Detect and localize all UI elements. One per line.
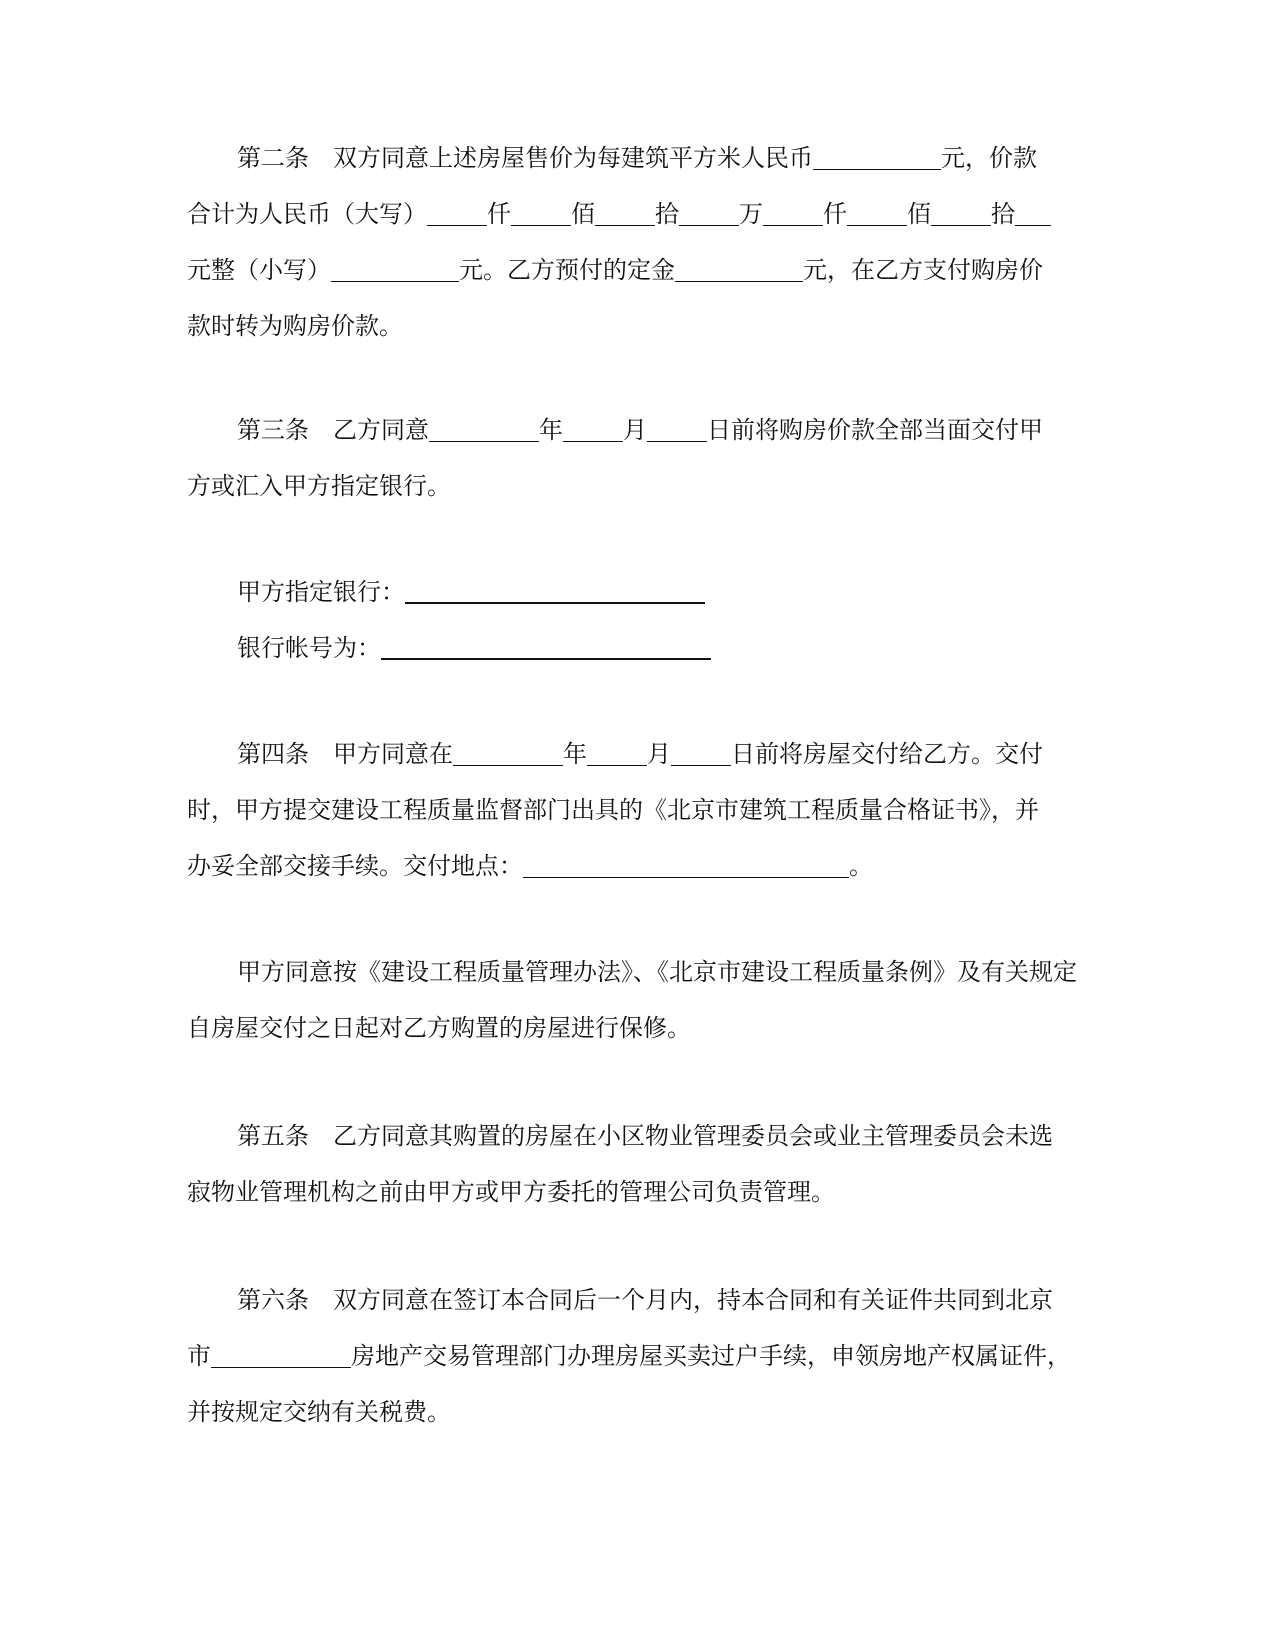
warranty-paragraph (187, 944, 1087, 1056)
article-6-line-3: 并按规定交纳有关税费。 (187, 1398, 451, 1426)
article-2-line-1: 第二条 双方同意上述房屋售价为每建筑平方米人民币 元，价款 (237, 144, 1037, 172)
article-6 (187, 1272, 1087, 1440)
article-3-line-2: 方或汇入甲方指定银行。 (187, 472, 451, 500)
article-2-line-4: 款时转为购房价款。 (187, 312, 403, 340)
total-small-blank[interactable] (331, 259, 459, 282)
article-5-label: 第五条 (237, 1122, 309, 1150)
article-4-line-3: 办妥全部交接手续。交付地点： 。 (187, 852, 873, 880)
bank-account-blank[interactable] (381, 636, 711, 660)
total-qian2-blank[interactable] (763, 203, 823, 226)
delivery-month-blank[interactable] (587, 743, 647, 766)
article-3-label: 第三条 (237, 416, 309, 444)
total-shi-blank[interactable] (595, 203, 655, 226)
article-6-line-2: 市 房地产交易管理部门办理房屋买卖过户手续，申领房地产权属证件， (187, 1342, 1071, 1370)
bank-account-line (187, 620, 1087, 676)
article-2 (187, 130, 1087, 354)
article-2-label: 第二条 (237, 144, 309, 172)
delivery-year-blank[interactable] (453, 743, 563, 766)
article-4-label: 第四条 (237, 740, 309, 768)
payment-day-blank[interactable] (647, 419, 707, 442)
article-2-line-2: 合计为人民币（大写） 仟 佰 拾 万 仟 佰 拾 (187, 186, 1087, 242)
total-shi2-blank[interactable] (931, 203, 991, 226)
delivery-location-blank[interactable] (523, 855, 849, 878)
district-blank[interactable] (211, 1345, 351, 1368)
price-per-sqm-blank[interactable] (813, 147, 941, 170)
article-4-line-1: 第四条 甲方同意在 年 月 日前将房屋交付给乙方。交付 (237, 740, 1043, 768)
warranty-line-1: 甲方同意按《建设工程质量管理办法》、《北京市建设工程质量条例》及有关规定 (237, 958, 1077, 986)
payment-year-blank[interactable] (429, 419, 539, 442)
delivery-day-blank[interactable] (671, 743, 731, 766)
warranty-line-2: 自房屋交付之日起对乙方购置的房屋进行保修。 (187, 1014, 691, 1042)
article-4-line-2: 时，甲方提交建设工程质量监督部门出具的《北京市建筑工程质量合格证书》，并 (187, 796, 1039, 824)
total-wan-blank[interactable] (679, 203, 739, 226)
total-bai2-blank[interactable] (847, 203, 907, 226)
article-3 (187, 402, 1087, 514)
article-4 (187, 726, 1087, 894)
total-qian-blank[interactable] (427, 203, 487, 226)
bank-name-blank[interactable] (405, 580, 705, 604)
bank-info (187, 564, 1087, 676)
article-5 (187, 1108, 1087, 1220)
bank-account-label: 银行帐号为： (237, 634, 381, 662)
article-5-line-2: 寂物业管理机构之前由甲方或甲方委托的管理公司负责管理。 (187, 1178, 835, 1206)
article-3-line-1: 第三条 乙方同意 年 月 日前将购房价款全部当面交付甲 (237, 416, 1043, 444)
deposit-blank[interactable] (675, 259, 803, 282)
total-bai-blank[interactable] (511, 203, 571, 226)
article-6-label: 第六条 (237, 1286, 309, 1314)
article-5-line-1: 第五条 乙方同意其购置的房屋在小区物业管理委员会或业主管理委员会未选 (237, 1122, 1053, 1150)
article-6-line-1: 第六条 双方同意在签订本合同后一个月内，持本合同和有关证件共同到北京 (237, 1286, 1053, 1314)
article-2-line-3: 元整（小写） 元。乙方预付的定金 元，在乙方支付购房价 (187, 256, 1043, 284)
bank-name-line (187, 564, 1087, 620)
payment-month-blank[interactable] (563, 419, 623, 442)
bank-name-label: 甲方指定银行： (237, 578, 405, 606)
total-yuan-blank[interactable] (1015, 203, 1051, 226)
